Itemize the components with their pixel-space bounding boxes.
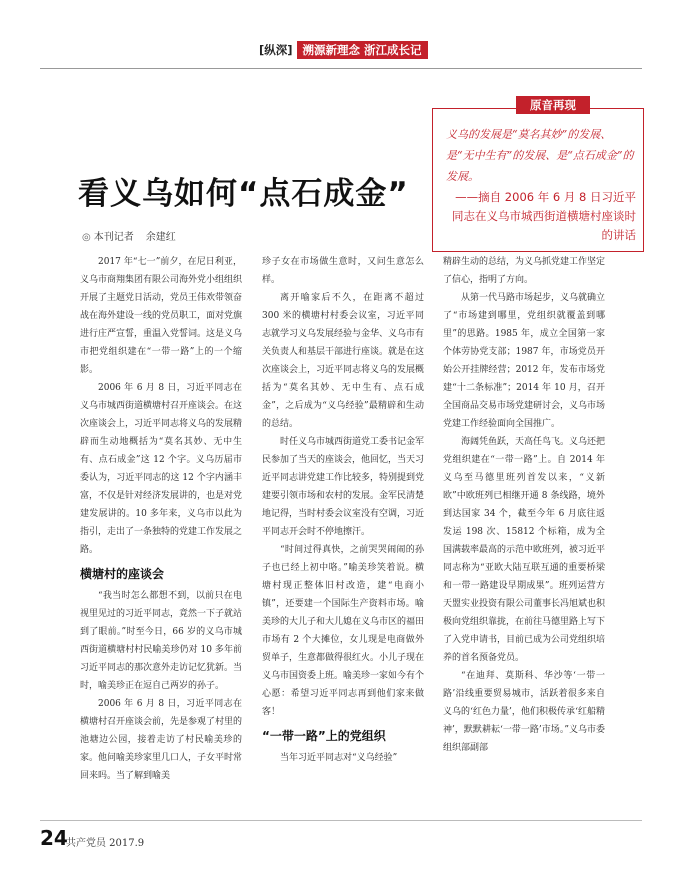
body-paragraph: 精辟生动的总结，为义乌抓党建工作坚定了信心，指明了方向。 [443,257,606,285]
quote-heading: 原音再现 [516,96,590,114]
section-heading: 横塘村的座谈会 [80,567,165,581]
top-rule [40,68,642,69]
footer-rule [40,820,642,821]
body-paragraph: 珍子女在市场做生意时，又问生意怎么样。 [262,257,424,285]
page-number: 24 [40,826,68,850]
quote-source: ——摘自 2006 年 6 月 8 日习近平同志在义乌市城西街道横塘村座谈时的讲话 [452,190,636,242]
byline-label: 本刊记者 [93,232,134,243]
body-paragraph: 2017 年“七一”前夕，在尼日利亚，义乌市商翔集团有限公司海外党小组组织开展了主题党日活动，党员王伟欢带领奋战在海外建设一线的党员职工，面对党旗进行庄严宣誓，重温入党誓词。这是义乌市把党组织建在“一带一路”上的一个缩影。 [80,257,243,375]
quote-text: 义乌的发展是“莫名其妙”的发展、是“无中生有”的发展、是“点石成金”的发展。 [446,128,634,183]
body-paragraph: “在迪拜、莫斯科、华沙等‘一带一路’沿线重要贸易城市，活跃着很多来自义乌的‘红色力量’，他们积极传承‘红船精神’，默默耕耘‘一带一路’市场。”义乌市委组织部副部 [443,671,605,753]
magazine-issue: 共产党员 2017.9 [66,838,145,849]
author-name: 余建红 [145,232,176,243]
body-paragraph: 从第一代马路市场起步，义乌就确立了“市场建到哪里，党组织就覆盖到哪里”的思路。1985 年，成立全国第一家个体劳协党支部；1987 年，市场党员开始公开挂牌经营；2012 年，发布市场党建“十二条标准”；2014 年 10 月，召开全国商品交易市场党建研讨会，义乌市场党建工作经验面向全国推广。 [443,293,606,429]
body-paragraph: 时任义乌市城西街道党工委书记金军民参加了当天的座谈会，他回忆，当天习近平同志讲党建工作比较多，特别提到党建要引领市场和农村的发展。金军民清楚地记得，当时村委会议室没有空调，习近平同志开会时不停地擦汗。 [262,437,425,537]
body-column-2 [262,253,424,767]
byline [82,228,176,243]
section-heading: “一带一路”上的党组织 [262,729,386,743]
body-paragraph: 2006 年 6 月 8 日，习近平同志在横塘村召开座谈会前，先是参观了村里的池塘边公园，接着走访了村民喻美珍的家。他问喻美珍家里几口人，子女平时常回来吗。当了解到喻美 [80,699,243,781]
column-tag: [纵深] [259,43,293,57]
column-banner [259,41,428,59]
body-paragraph: 当年习近平同志对“义乌经验” [280,753,398,763]
body-column-3 [443,253,605,757]
column-theme: 溯源新理念 浙江成长记 [297,41,428,59]
body-paragraph: 2006 年 6 月 8 日，习近平同志在义乌市城西街道横塘村召开座谈会。在这次座谈会上，习近平同志将义乌的发展精辟而生动地概括为“莫名其妙、无中生有、点石成金”这 12 个字。义乌历届市委认为，习近平同志的这 12 个字内涵丰富，不仅是针对经济发展讲的，也是对党建发展讲的。10 多年来，义乌市以此为指引，走出了一条独特的党建工作发展之路。 [80,383,243,555]
byline-bullet-icon: ◎ [82,232,91,243]
body-paragraph: 离开喻家后不久，在距离不超过 300 米的横塘村村委会议室，习近平同志就学习义乌发展经验与金华、义乌市有关负责人和基层干部进行座谈。就是在这次座谈会上，习近平同志将义乌的发展概括为“莫名其妙、无中生有、点石成金”，之后成为“义乌经验”最精辟和生动的总结。 [262,293,425,429]
body-paragraph: 海阔凭鱼跃，天高任鸟飞。义乌还把党组织建在“一带一路”上。自 2014 年义乌至马德里班列首发以来，“义新欧”中欧班列已相继开通 8 条线路，境外到达国家 34 个，截至今年 6 月底往返发运 198 次、15812 个标箱，成为全国满载率最高的示范中欧班列，被习近平同志称为“亚欧大陆互联互通的重要桥梁和一带一路建设早期成果”。班列运营方天盟实业投资有限公司董事长冯旭斌也积极向党组织靠拢，在前往马德里路上写下了入党申请书，目前已成为公司党组织培养的首名预备党员。 [443,437,606,663]
article-title: 看义乌如何“点石成金” [78,176,409,212]
body-paragraph: “时间过得真快，之前哭哭闹闹的孙子也已经上初中咯。”喻美珍笑着说。横塘村现正整体旧村改造，建“电商小镇”，还要建一个国际生产资料市场。喻美珍的大儿子和大儿媳在义乌市区的福田市场有 2 个大摊位，女儿现是电商做外贸单子，生意都做得很红火。小儿子现在义乌市国资委上班。喻美珍一家如今有个心愿：希望习近平同志再到他们家来做客！ [262,545,425,717]
body-column-1 [80,253,242,785]
body-paragraph: “我当时怎么都想不到，以前只在电视里见过的习近平同志，竟然一下子就站到了眼前。”时至今日，66 岁的义乌市城西街道横塘村村民喻美珍仍对 10 多年前习近平同志的那次意外走访记忆犹新。当时，喻美珍正在逗自己两岁的孙子。 [80,591,243,691]
